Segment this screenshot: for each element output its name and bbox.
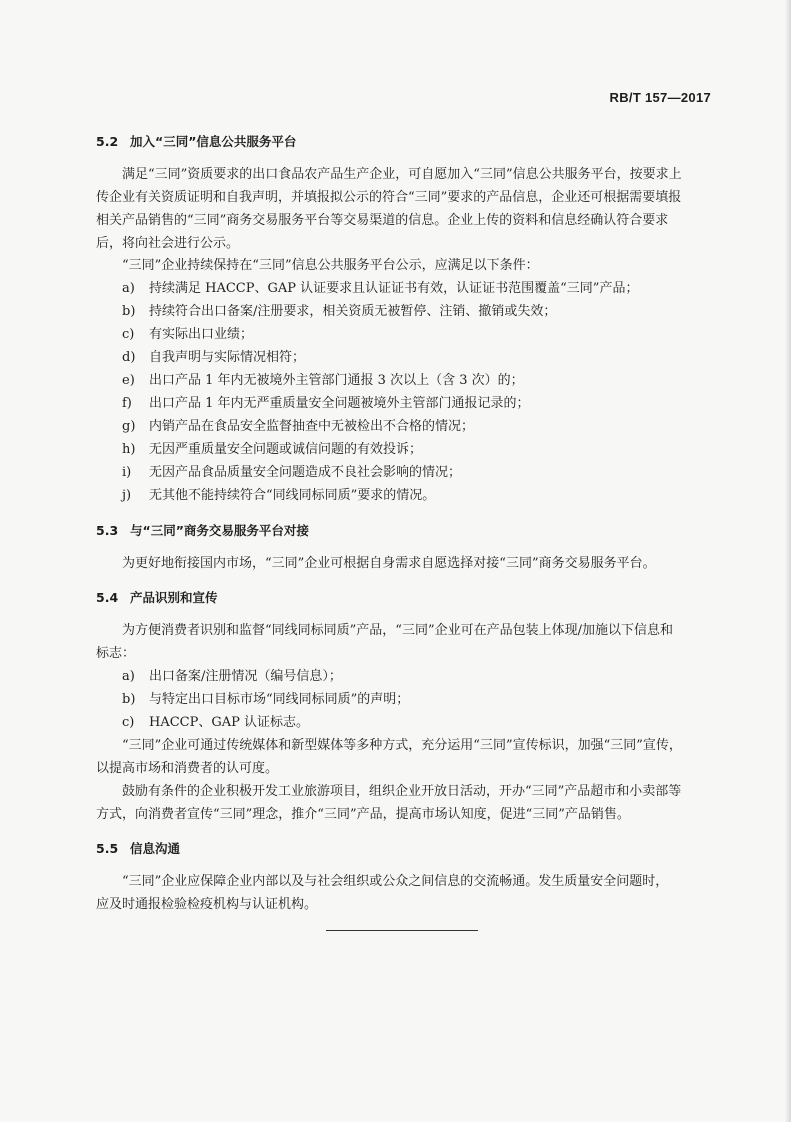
list-item <box>122 280 638 298</box>
section-5-5-heading <box>96 840 180 858</box>
list-label: d) <box>122 350 136 365</box>
list-label: f) <box>122 396 132 411</box>
list-item <box>122 464 461 482</box>
section-title: 信息沟通 <box>130 841 181 856</box>
list-item <box>122 441 422 459</box>
section-number: 5.5 <box>96 841 119 856</box>
section-5-3-heading <box>96 522 309 540</box>
section-title: 与“三同”商务交易服务平台对接 <box>130 523 309 538</box>
section-number: 5.2 <box>96 134 119 149</box>
paragraph-line: 鼓励有条件的企业积极开发工业旅游项目，组织企业开放日活动，开办“三同”产品超市和小卖部等 <box>122 784 682 799</box>
list-label: a) <box>122 281 135 296</box>
list-item <box>122 395 530 413</box>
section-number: 5.4 <box>96 590 119 605</box>
paragraph-line: 应及时通报检验检疫机构与认证机构。 <box>96 897 318 912</box>
paragraph-line: 传企业有关资质证明和自我声明，并填报拟公示的符合“三同”要求的产品信息，企业还可根据需要填报 <box>96 190 682 205</box>
list-text: 有实际出口业绩； <box>149 327 254 342</box>
list-text: 无其他不能持续符合“同线同标同质”要求的情况。 <box>149 488 436 503</box>
scan-edge-shadow <box>785 0 791 1122</box>
paragraph-line: 标志： <box>96 646 136 661</box>
paragraph-line: “三同”企业应保障企业内部以及与社会组织或公众之间信息的交流畅通。发生质量安全问题时， <box>122 874 669 889</box>
list-item <box>122 303 556 321</box>
paragraph-line: “三同”企业持续保持在“三同”信息公共服务平台公示，应满足以下条件： <box>122 258 539 273</box>
list-text: 与特定出口目标市场“同线同标同质”的声明； <box>149 692 410 707</box>
list-label: j) <box>122 488 132 503</box>
list-label: g) <box>122 419 136 434</box>
list-text: 无因产品食品质量安全问题造成不良社会影响的情况； <box>149 465 462 480</box>
end-of-document-rule <box>326 930 478 931</box>
section-title: 加入“三同”信息公共服务平台 <box>130 134 297 149</box>
list-item <box>122 714 309 732</box>
list-label: c) <box>122 327 135 342</box>
list-text: 出口备案/注册情况（编号信息）； <box>149 669 342 684</box>
section-number: 5.3 <box>96 523 119 538</box>
paragraph-line: 以提高市场和消费者的认可度。 <box>96 761 279 776</box>
list-text: HACCP、GAP 认证标志。 <box>149 715 310 730</box>
section-5-2-heading <box>96 133 296 151</box>
paragraph-line: “三同”企业可通过传统媒体和新型媒体等多种方式，充分运用“三同”宣传标识，加强“三同”宣传， <box>122 738 682 753</box>
paragraph-line: 方式，向消费者宣传“三同”理念，推介“三同”产品，提高市场认知度，促进“三同”产品销售。 <box>96 807 630 822</box>
list-label: h) <box>122 442 136 457</box>
paragraph-line: 相关产品销售的“三同”商务交易服务平台等交易渠道的信息。企业上传的资料和信息经确认符合要求 <box>96 213 669 228</box>
list-item <box>122 349 305 367</box>
list-item <box>122 691 409 709</box>
list-text: 出口产品 1 年内无被境外主管部门通报 3 次以上（含 3 次）的； <box>149 373 524 388</box>
list-text: 出口产品 1 年内无严重质量安全问题被境外主管部门通报记录的； <box>149 396 530 411</box>
list-label: c) <box>122 715 135 730</box>
list-item <box>122 372 524 390</box>
list-label: i) <box>122 465 132 480</box>
list-label: b) <box>122 692 136 707</box>
section-title: 产品识别和宣传 <box>130 590 218 605</box>
list-item <box>122 487 435 505</box>
list-item <box>122 668 342 686</box>
list-text: 持续符合出口备案/注册要求，相关资质无被暂停、注销、撤销或失效； <box>149 304 557 319</box>
section-5-4-heading <box>96 589 218 607</box>
paragraph-line: 满足“三同”资质要求的出口食品农产品生产企业，可自愿加入“三同”信息公共服务平台，按要求上 <box>122 167 682 182</box>
list-text: 持续满足 HACCP、GAP 认证要求且认证证书有效，认证证书范围覆盖“三同”产品； <box>149 281 639 296</box>
paragraph-line: 为更好地衔接国内市场，“三同”企业可根据自身需求自愿选择对接“三同”商务交易服务平台。 <box>122 556 656 571</box>
list-text: 自我声明与实际情况相符； <box>149 350 306 365</box>
list-text: 无因严重质量安全问题或诚信问题的有效投诉； <box>149 442 423 457</box>
list-item <box>122 418 474 436</box>
list-label: e) <box>122 373 135 388</box>
list-label: a) <box>122 669 135 684</box>
list-text: 内销产品在食品安全监督抽查中无被检出不合格的情况； <box>149 419 475 434</box>
paragraph-line: 后，将向社会进行公示。 <box>96 236 240 251</box>
list-label: b) <box>122 304 136 319</box>
list-item <box>122 326 253 344</box>
document-id-header: RB/T 157—2017 <box>609 90 711 105</box>
paragraph-line: 为方便消费者识别和监督“同线同标同质”产品，“三同”企业可在产品包装上体现/加施以下信息和 <box>122 623 673 638</box>
